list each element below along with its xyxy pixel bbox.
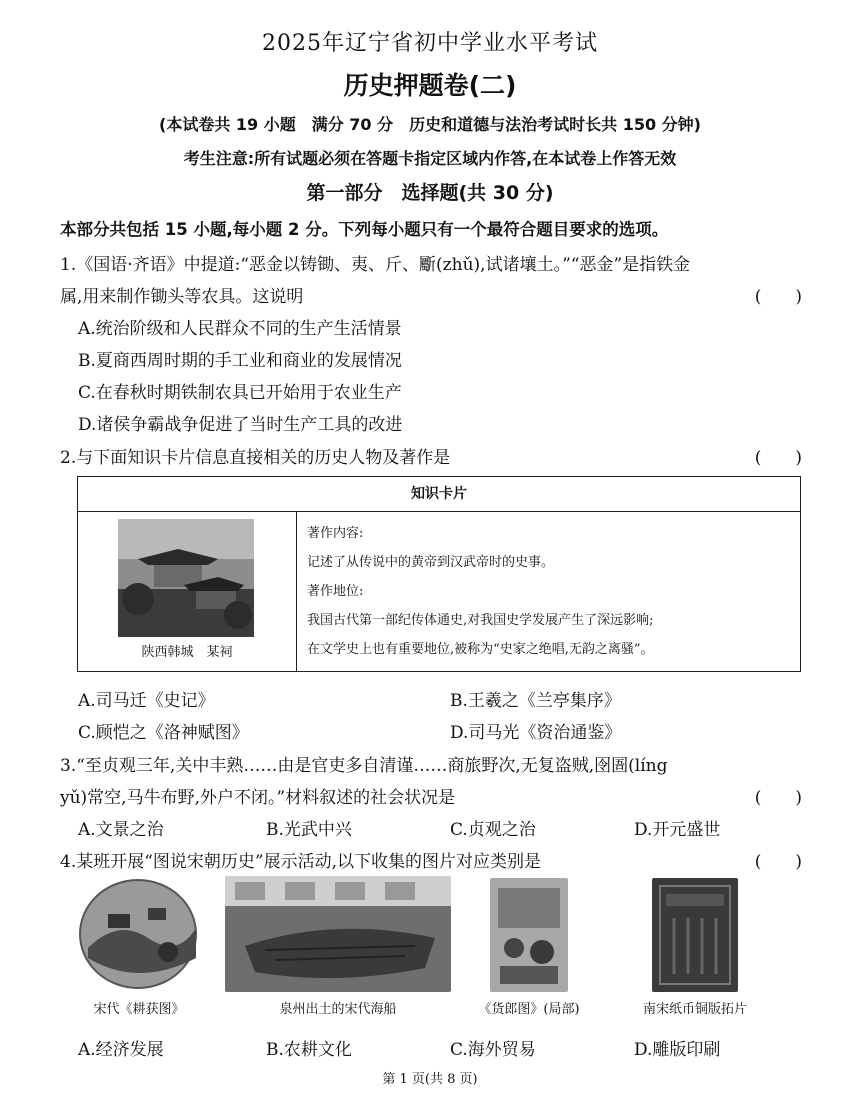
q4-stem: 4.某班开展“图说宋朝历史”展示活动,以下收集的图片对应类别是 xyxy=(60,852,542,872)
q1-answer-paren: ( ) xyxy=(754,287,802,307)
q4-option-c: C.海外贸易 xyxy=(450,1040,536,1060)
q1-stem-line2: 属,用来制作锄头等农具。这说明 xyxy=(60,287,304,307)
q1-option-a: A.统治阶级和人民群众不同的生产生活情景 xyxy=(78,319,402,339)
q4-caption-3: 《货郎图》(局部) xyxy=(478,1002,580,1017)
q2-option-a: A.司马迁《史记》 xyxy=(78,691,215,711)
q3-answer-paren: ( ) xyxy=(754,788,802,808)
farming-harvest-painting-image xyxy=(78,878,198,990)
q1-option-d: D.诸侯争霸战争促进了当时生产工具的改进 xyxy=(78,415,403,435)
q1-option-b: B.夏商西周时期的手工业和商业的发展情况 xyxy=(78,351,402,371)
q1-stem-line1: 1.《国语·齐语》中提道:“恶金以铸锄、夷、斤、斸(zhǔ),试诸壤土。”“恶金”是指铁金 xyxy=(60,255,691,275)
knowledge-card xyxy=(77,476,801,672)
q2-option-d: D.司马光《资治通鉴》 xyxy=(450,723,622,743)
q3-stem-line1: 3.“至贞观三年,关中丰熟……由是官吏多自清谨……商旅野次,无复盗贼,囹圄(líng xyxy=(60,756,668,776)
q3-option-a: A.文景之治 xyxy=(78,820,164,840)
page-footer: 第 1 页(共 8 页) xyxy=(382,1072,478,1087)
exam-info: (本试卷共 19 小题 满分 70 分 历史和道德与法治考试时长共 150 分钟) xyxy=(159,115,701,134)
peddler-painting-image xyxy=(490,878,568,992)
q3-option-d: D.开元盛世 xyxy=(634,820,721,840)
banknote-rubbing-image xyxy=(652,878,738,992)
exam-title: 2025年辽宁省初中学业水平考试 xyxy=(262,31,598,56)
q2-option-c: C.顾恺之《洛神赋图》 xyxy=(78,723,249,743)
q4-option-b: B.农耕文化 xyxy=(266,1040,352,1060)
q2-option-b: B.王羲之《兰亭集序》 xyxy=(450,691,621,711)
card-line: 在文学史上也有重要地位,被称为“史家之绝唱,无韵之离骚”。 xyxy=(307,642,654,657)
q2-answer-paren: ( ) xyxy=(754,448,802,468)
q4-caption-2: 泉州出土的宋代海船 xyxy=(279,1002,397,1017)
ancestral-temple-photo xyxy=(118,519,254,637)
song-ship-photo xyxy=(225,876,451,992)
q3-option-c: C.贞观之治 xyxy=(450,820,536,840)
knowledge-card-text xyxy=(297,511,800,671)
q4-answer-paren: ( ) xyxy=(754,852,802,872)
exam-notice: 考生注意:所有试题必须在答题卡指定区域内作答,在本试卷上作答无效 xyxy=(183,149,677,168)
card-line: 著作内容: xyxy=(307,526,364,541)
section-instruction: 本部分共包括 15 小题,每小题 2 分。下列每小题只有一个最符合题目要求的选项。 xyxy=(60,220,669,239)
knowledge-card-image-cell xyxy=(78,511,297,671)
q4-caption-4: 南宋纸币铜版拓片 xyxy=(642,1002,747,1017)
q2-stem: 2.与下面知识卡片信息直接相关的历史人物及著作是 xyxy=(60,448,451,468)
card-line: 我国古代第一部纪传体通史,对我国史学发展产生了深远影响; xyxy=(307,613,654,628)
paper-title: 历史押题卷(二) xyxy=(343,71,517,100)
card-image-caption: 陕西韩城 某祠 xyxy=(141,645,233,660)
q3-option-b: B.光武中兴 xyxy=(266,820,352,840)
q4-option-d: D.雕版印刷 xyxy=(634,1040,721,1060)
section-title: 第一部分 选择题(共 30 分) xyxy=(306,182,554,204)
card-line: 著作地位: xyxy=(307,584,364,599)
q4-option-a: A.经济发展 xyxy=(78,1040,164,1060)
q4-caption-1: 宋代《耕获图》 xyxy=(93,1002,185,1017)
q3-stem-line2: yǔ)常空,马牛布野,外户不闭。”材料叙述的社会状况是 xyxy=(60,788,456,808)
card-line: 记述了从传说中的黄帝到汉武帝时的史事。 xyxy=(307,555,555,570)
q1-option-c: C.在春秋时期铁制农具已开始用于农业生产 xyxy=(78,383,402,403)
knowledge-card-title: 知识卡片 xyxy=(78,477,800,512)
